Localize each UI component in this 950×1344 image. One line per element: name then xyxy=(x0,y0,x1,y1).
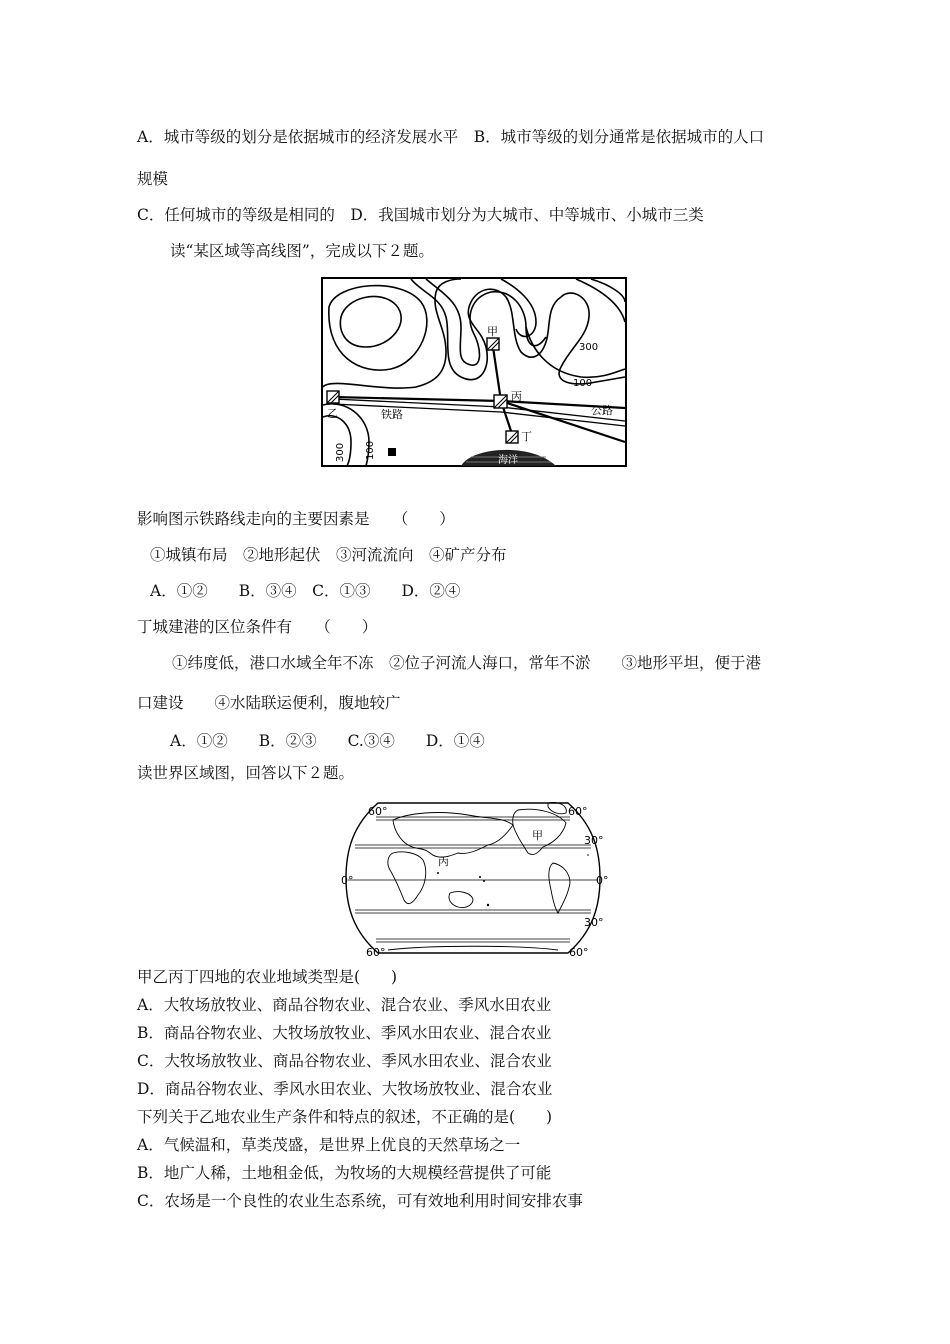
q3-items-line2: 口建设 ④水陆联运便利，腹地较广 xyxy=(137,694,401,712)
label-100-left: 100 xyxy=(365,440,376,460)
label-300-left: 300 xyxy=(335,442,346,462)
label-highway: 公路 xyxy=(591,404,613,417)
label-bing: 丙 xyxy=(511,390,522,403)
contour-map xyxy=(321,277,627,467)
q4-stem: 甲乙丙丁四地的农业地域类型是( ) xyxy=(137,968,398,986)
q5-stem: 下列关于乙地农业生产条件和特点的叙述，不正确的是( ) xyxy=(137,1108,553,1126)
q2-stem: 影响图示铁路线走向的主要因素是 （ ） xyxy=(137,510,455,528)
q5-option-b: B．地广人稀，土地租金低，为牧场的大规模经营提供了可能 xyxy=(137,1164,552,1182)
q4-option-d: D．商品谷物农业、季风水田农业、大牧场放牧业、混合农业 xyxy=(137,1080,553,1098)
q3-stem: 丁城建港的区位条件有 （ ） xyxy=(137,618,378,636)
q5-option-a: A．气候温和，草类茂盛，是世界上优良的天然草场之一 xyxy=(137,1136,521,1154)
map-label-bing: 丙 xyxy=(438,855,449,868)
lat-0-w: 0° xyxy=(341,874,354,887)
q3-options: A．①② B．②③ C.③④ D．①④ xyxy=(170,732,485,750)
q4-option-c: C．大牧场放牧业、商品谷物农业、季风水田农业、混合农业 xyxy=(137,1052,552,1070)
q4-option-a: A．大牧场放牧业、商品谷物农业、混合农业、季风水田农业 xyxy=(137,996,552,1014)
label-100-right: 100 xyxy=(573,378,593,389)
lat-30-se: 30° xyxy=(584,916,604,929)
intro-world: 读世界区域图，回答以下２题。 xyxy=(137,764,355,782)
q2-items: ①城镇布局 ②地形起伏 ③河流流向 ④矿产分布 xyxy=(150,546,507,564)
label-ding: 丁 xyxy=(521,430,532,443)
lat-30-e: 30° xyxy=(584,834,604,847)
q4-option-b: B．商品谷物农业、大牧场放牧业、季风水田农业、混合农业 xyxy=(137,1024,552,1042)
q5-option-c: C．农场是一个良性的农业生态系统，可有效地利用时间安排农事 xyxy=(137,1192,583,1210)
label-railway: 铁路 xyxy=(381,408,403,421)
lat-60-sw: 60° xyxy=(366,946,386,959)
intro-contour: 读“某区域等高线图”，完成以下２题。 xyxy=(170,242,434,260)
lat-60-ne: 60° xyxy=(568,805,588,818)
lat-0-e: 0° xyxy=(596,874,608,887)
lat-60-se: 60° xyxy=(569,946,589,959)
world-map xyxy=(338,795,608,961)
label-yi: 乙 xyxy=(327,407,338,420)
q1-options-line1: A．城市等级的划分是依据城市的经济发展水平 B．城市等级的划分通常是依据城市的人口 xyxy=(137,128,765,146)
q2-options: A．①② B．③④ C．①③ D．②④ xyxy=(150,582,461,600)
label-jia: 甲 xyxy=(487,325,498,338)
lat-60-nw: 60° xyxy=(368,805,388,818)
q1-options-line2: 规模 xyxy=(137,170,169,188)
label-300-right: 300 xyxy=(579,342,599,353)
map-label-jia: 甲 xyxy=(532,829,543,842)
q3-items-line1: ①纬度低，港口水域全年不冻 ②位子河流人海口，常年不淤 ③地形平坦，便于港 xyxy=(172,654,762,672)
q1-options-line3: C．任何城市的等级是相同的 D．我国城市划分为大城市、中等城市、小城市三类 xyxy=(137,206,704,224)
label-ocean: 海洋 xyxy=(498,455,518,466)
